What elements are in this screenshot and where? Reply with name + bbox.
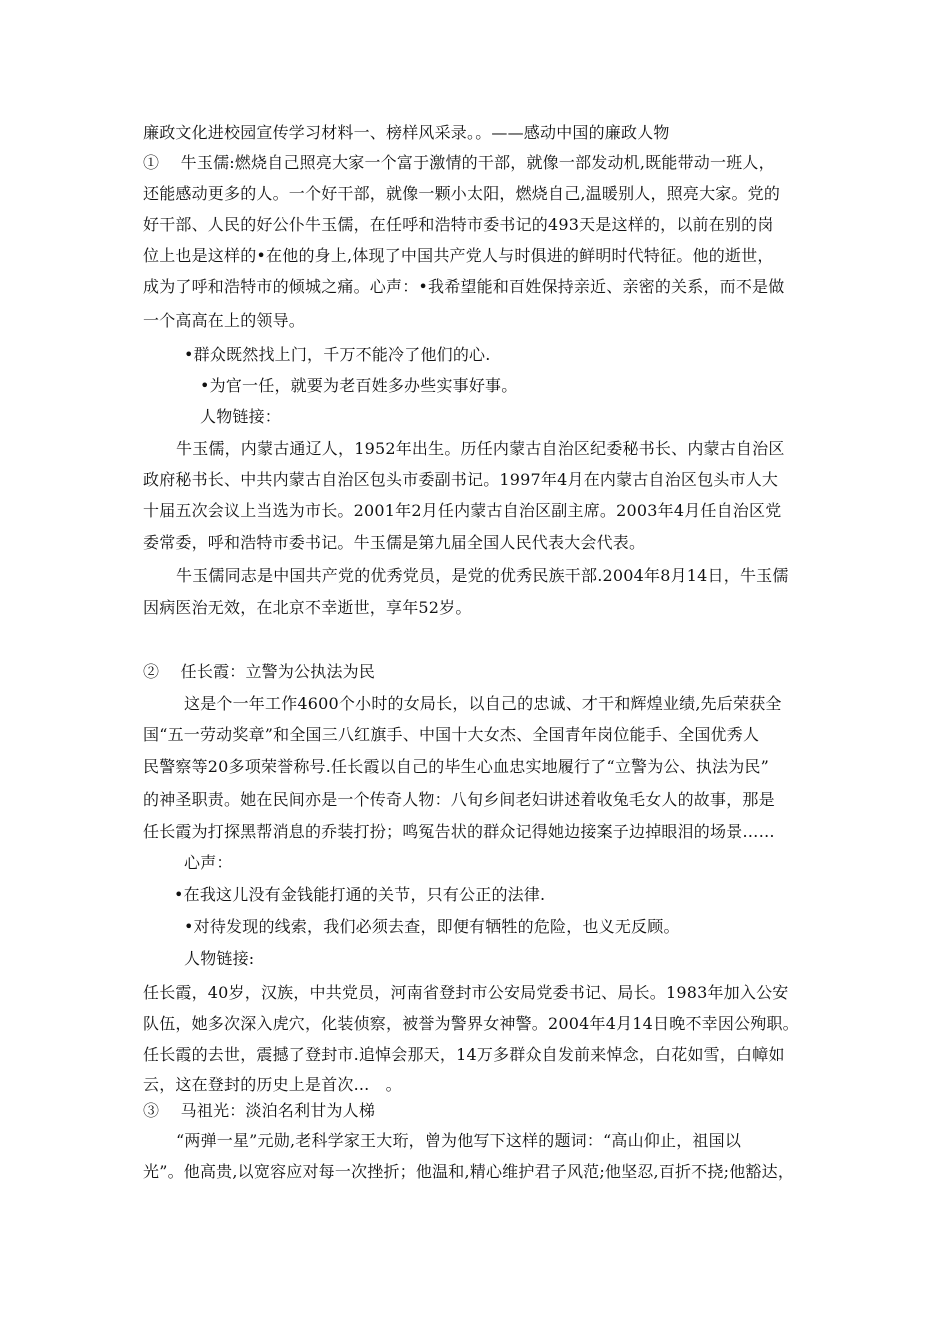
section1-heading: ① 牛玉儒:燃烧自己照亮大家一个富于激情的干部，就像一部发动机,既能带动一班人，: [143, 153, 775, 172]
section1-link-heading: 人物链接：: [200, 407, 282, 426]
section2-heading: ② 任长霞：立警为公执法为民: [143, 662, 376, 681]
section3-heading: ③ 马祖光：淡泊名利甘为人梯: [143, 1101, 376, 1120]
section3-line: 光”。他高贵,以宽容应对每一次挫折；他温和,精心维护君子风范;他坚忍,百折不挠;他豁达，: [143, 1162, 795, 1181]
section1-bio-line: 因病医治无效，在北京不幸逝世，享年52岁。: [143, 598, 472, 617]
section1-line: 位上也是这样的•在他的身上,体现了中国共产党人与时俱进的鲜明时代特征。他的逝世，: [143, 246, 774, 265]
section1-quote: •为官一任，就要为老百姓多办些实事好事。: [200, 376, 518, 395]
section2-line: 的神圣职责。她在民间亦是一个传奇人物：八旬乡间老妇讲述着收兔毛女人的故事，那是: [143, 790, 775, 809]
section1-line: 一个高高在上的领导。: [143, 311, 306, 330]
section2-link-heading: 人物链接:: [184, 949, 255, 968]
section2-bio-line: 任长霞，40岁，汉族，中共党员，河南省登封市公安局党委书记、局长。1983年加入公安: [143, 983, 789, 1002]
section1-line: 好干部、人民的好公仆牛玉儒，在任呼和浩特市委书记的493天是这样的，以前在别的岗: [143, 215, 774, 234]
section2-bio-line: 队伍，她多次深入虎穴，化装侦察，被誉为警界女神警。2004年4月14日晚不幸因公殉职。: [143, 1014, 799, 1033]
section1-bio-line: 委常委，呼和浩特市委书记。牛玉儒是第九届全国人民代表大会代表。: [143, 533, 646, 552]
section1-bio-line: 政府秘书长、中共内蒙古自治区包头市委副书记。1997年4月在内蒙古自治区包头市人大: [143, 470, 779, 489]
section2-bio-line: 云，这在登封的历史上是首次... 。: [143, 1075, 402, 1094]
section2-line: 国“五一劳动奖章”和全国三八红旗手、中国十大女杰、全国青年岗位能手、全国优秀人: [143, 725, 760, 744]
section2-line: 任长霞为打探黑帮消息的乔装打扮；鸣冤告状的群众记得她边接案子边掉眼泪的场景……: [143, 822, 775, 841]
section2-line: 民警察等20多项荣誉称号.任长霞以自己的毕生心血忠实地履行了“立警为公、执法为民”: [143, 757, 770, 776]
section1-line: 成为了呼和浩特市的倾城之痛。心声：•我希望能和百姓保持亲近、亲密的关系，而不是做: [143, 277, 785, 296]
section2-quote: •在我这儿没有金钱能打通的关节，只有公正的法律.: [174, 885, 546, 904]
section1-bio-line: 十届五次会议上当选为市长。2001年2月任内蒙古自治区副主席。2003年4月任自治区党: [143, 501, 782, 520]
section2-line: 这是个一年工作4600个小时的女局长，以自己的忠诚、才干和辉煌业绩,先后荣获全: [184, 694, 782, 713]
section2-bio-line: 任长霞的去世，震撼了登封市.追悼会那天，14万多群众自发前来悼念，白花如雪，白幛如: [143, 1045, 785, 1064]
section1-bio-line: 牛玉儒同志是中国共产党的优秀党员，是党的优秀民族干部.2004年8月14日，牛玉儒: [176, 566, 789, 585]
section1-quote: •群众既然找上门，千万不能冷了他们的心.: [184, 345, 491, 364]
section1-bio-line: 牛玉儒，内蒙古通辽人，1952年出生。历任内蒙古自治区纪委秘书长、内蒙古自治区: [176, 439, 785, 458]
document-title: 廉政文化进校园宣传学习材料一、榜样风采录。。——感动中国的廉政人物: [143, 123, 670, 142]
section1-line: 还能感动更多的人。一个好干部，就像一颗小太阳，燃烧自己,温暖别人，照亮大家。党的: [143, 184, 781, 203]
section2-quote: •对待发现的线索，我们必须去查，即便有牺牲的危险，也义无反顾。: [184, 917, 680, 936]
section2-voice-heading: 心声：: [184, 853, 233, 872]
section3-line: “两弹一星”元勋,老科学家王大珩，曾为他写下这样的题词：“高山仰止，祖国以: [176, 1131, 742, 1150]
